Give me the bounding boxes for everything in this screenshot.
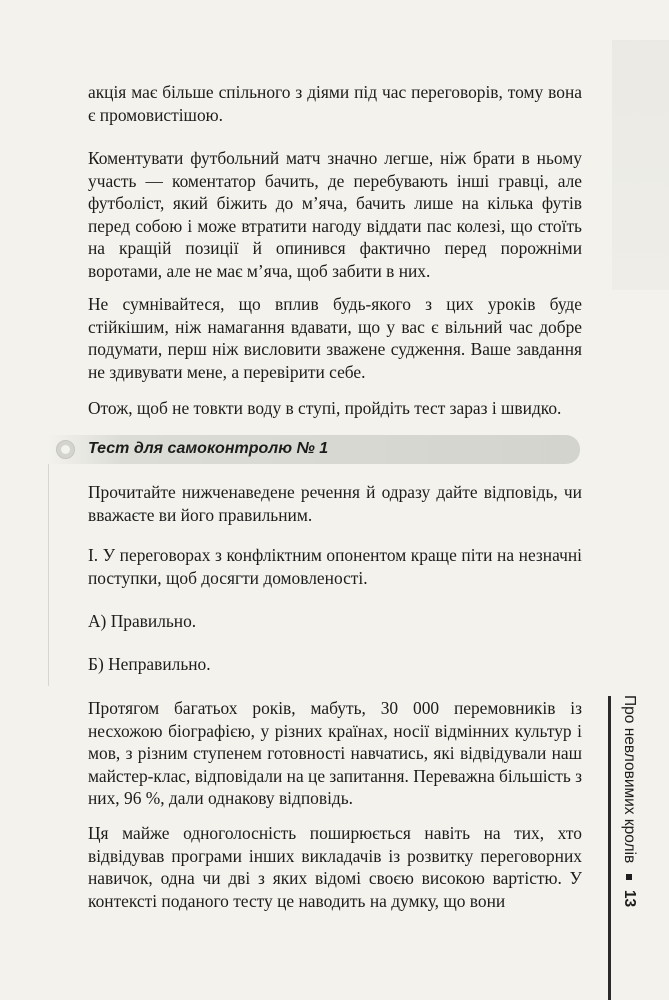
paragraph-6: Ця майже одноголосність поширюється навіть на тих, хто відвідував програми інших викладачів із розвитку переговорних навичок, одна чи дві з яких відомі своєю високою вартістю. У контексті поданого тесту це наводить на думку, що вони	[88, 823, 582, 911]
page-number: 13	[621, 889, 638, 908]
running-head-text	[616, 695, 638, 965]
test-intro: Прочитайте нижченаведене речення й одразу дайте відповідь, чи вважаєте ви його правильним.	[88, 482, 582, 525]
paragraph-3: Не сумнівайтеся, що вплив будь-якого з цих уроків буде стійкішим, ніж намагання вдавати, що у вас є вільний час добре подумати, перш ніж висловити зважене судження. Ваше завдання не здивувати мене, а перевірити себе.	[88, 294, 582, 382]
running-head	[612, 695, 642, 965]
running-head-title: Про невловимих кролів	[621, 695, 638, 864]
paragraph-4: Отож, щоб не товкти воду в ступі, пройдіть тест зараз і швидко.	[88, 398, 562, 418]
test-option-b: Б) Неправильно.	[88, 654, 211, 674]
test-circle-icon	[56, 440, 75, 459]
separator-square-icon	[626, 874, 632, 880]
test-title: Тест для самоконтролю № 1	[88, 440, 329, 457]
paragraph-2: Коментувати футбольний матч значно легше, ніж брати в ньому участь — коментатор бачить, де перебувають інші гравці, але футболіст, який біжить до м’яча, бачить лише на кілька футів перед собою і може втратити нагоду віддати пас колезі, що стоїть на кращій позиції й опинився фактично перед порожніми воротами, але не має м’яча, щоб забити в них.	[88, 148, 582, 281]
test-statement: I. У переговорах з конфліктним опонентом краще піти на незначні поступки, щоб досягти домовленості.	[88, 545, 582, 588]
show-through-bleed	[612, 40, 669, 290]
test-option-a: А) Правильно.	[88, 611, 197, 631]
paragraph-5: Протягом багатьох років, мабуть, 30 000 перемовників із несхожою біографією, у різних країнах, носії відмінних культур і мов, з різним ступенем готовності навчатись, які відвідували наш майстер-клас, відповідали на це запитання. Переважна більшість з них, 96 %, дали однакову відповідь.	[88, 698, 583, 809]
paragraph-1: акція має більше спільного з діями під час переговорів, тому вона є промовистішою.	[88, 82, 582, 125]
running-head-rule	[608, 696, 611, 1000]
